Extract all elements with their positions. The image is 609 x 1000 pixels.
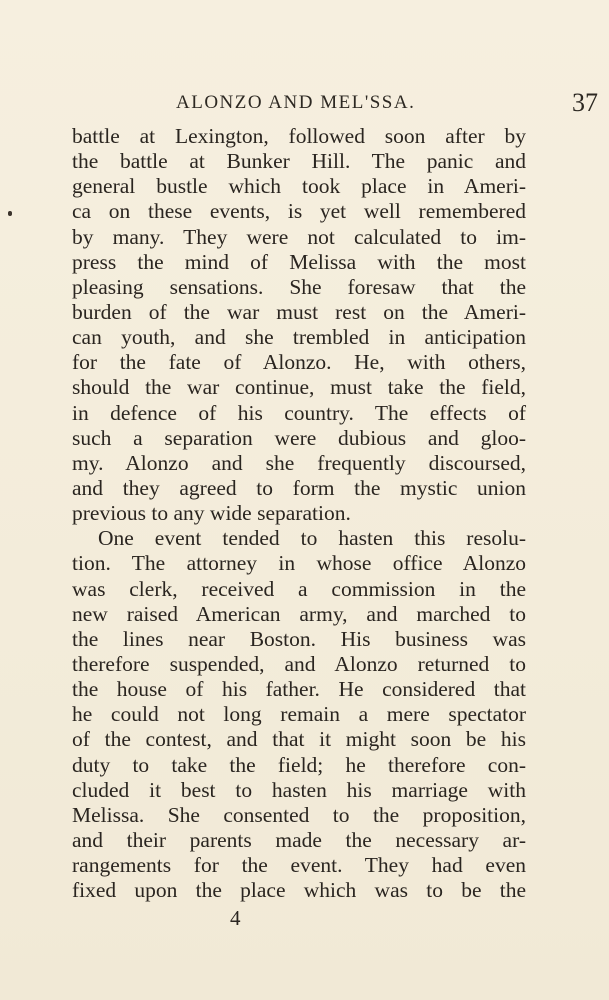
text-line: therefore suspended, and Alonzo returned to bbox=[72, 651, 526, 676]
signature-mark: 4 bbox=[230, 906, 241, 930]
text-line: such a separation were dubious and gloo- bbox=[72, 425, 526, 450]
margin-ink-speck bbox=[8, 211, 12, 216]
text-line: and their parents made the necessary ar- bbox=[72, 827, 526, 852]
page-number: 37 bbox=[572, 88, 598, 117]
text-line: tion. The attorney in whose office Alonzo bbox=[72, 551, 526, 576]
text-line: was clerk, received a commission in the bbox=[72, 576, 526, 601]
paragraph-end-line: previous to any wide separation. bbox=[72, 501, 351, 526]
text-line: should the war continue, must take the field, bbox=[72, 375, 526, 400]
text-line: general bustle which took place in Ameri- bbox=[72, 174, 526, 199]
text-line: ca on these events, is yet well remembered bbox=[72, 199, 526, 224]
text-line: rangements for the event. They had even bbox=[72, 853, 526, 878]
text-line: the battle at Bunker Hill. The panic and bbox=[72, 149, 526, 174]
text-line: by many. They were not calculated to im- bbox=[72, 224, 526, 249]
text-line: the house of his father. He considered that bbox=[72, 677, 526, 702]
text-line: he could not long remain a mere spectator bbox=[72, 702, 526, 727]
body-text bbox=[72, 124, 526, 903]
text-line: new raised American army, and marched to bbox=[72, 601, 526, 626]
text-line: cluded it best to hasten his marriage with bbox=[72, 777, 526, 802]
text-line: of the contest, and that it might soon be his bbox=[72, 727, 526, 752]
text-line: can youth, and she trembled in anticipation bbox=[72, 325, 526, 350]
text-line: the lines near Boston. His business was bbox=[72, 626, 526, 651]
text-line: pleasing sensations. She foresaw that the bbox=[72, 274, 526, 299]
text-line: battle at Lexington, followed soon after by bbox=[72, 124, 526, 148]
text-line: and they agreed to form the mystic union bbox=[72, 475, 526, 500]
text-line: in defence of his country. The effects of bbox=[72, 400, 526, 425]
text-line: my. Alonzo and she frequently discoursed, bbox=[72, 450, 526, 475]
text-line: fixed upon the place which was to be the bbox=[72, 878, 526, 903]
text-line: for the fate of Alonzo. He, with others, bbox=[72, 350, 526, 375]
running-title: ALONZO AND MEL'SSA. bbox=[176, 92, 416, 113]
paragraph-start-line: One event tended to hasten this resolu- bbox=[98, 526, 526, 551]
running-head bbox=[70, 88, 600, 118]
text-line: burden of the war must rest on the Ameri- bbox=[72, 299, 526, 324]
text-line: press the mind of Melissa with the most bbox=[72, 249, 526, 274]
text-line: Melissa. She consented to the proposition, bbox=[72, 802, 526, 827]
text-line: duty to take the field; he therefore con- bbox=[72, 752, 526, 777]
